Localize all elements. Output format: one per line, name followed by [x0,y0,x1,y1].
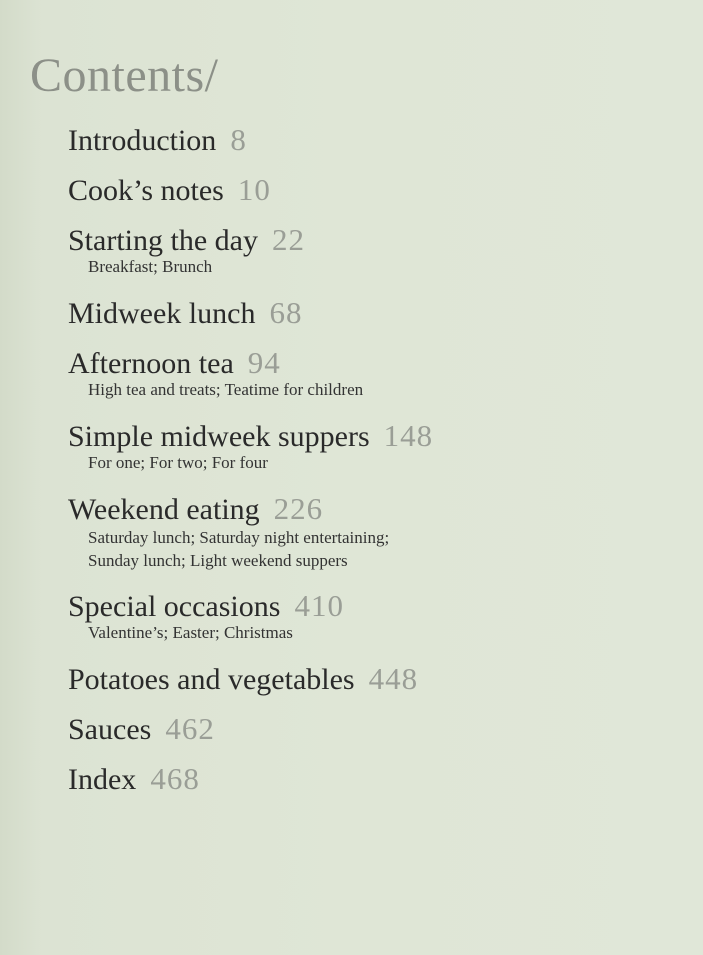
toc-heading-text: Simple midweek suppers [68,420,370,453]
toc-page-number: 226 [273,491,324,526]
toc-heading-text: Afternoon tea [68,347,234,380]
toc-entry-weekend-eating[interactable] [68,491,389,572]
toc-entry-afternoon-tea[interactable] [68,345,363,401]
toc-page-number: 68 [269,295,303,330]
toc-entry-special-occasions[interactable] [68,588,344,644]
toc-subheading: High tea and treats; Teatime for children [88,380,364,399]
toc-heading [68,172,271,209]
toc-page-number: 94 [247,345,281,380]
toc-heading [68,661,418,698]
toc-heading [68,418,433,455]
toc-heading-text: Introduction [68,124,217,157]
toc-page-number: 448 [368,661,419,696]
toc-entry-potatoes-and-vegetables[interactable] [68,661,418,698]
toc-heading [68,295,302,332]
toc-heading-text: Cook’s notes [68,174,224,207]
toc-page-number: 468 [150,761,200,796]
toc-heading-text: Weekend eating [68,493,260,526]
toc-subheading: Breakfast; Brunch [88,257,213,276]
toc-subheading: Sunday lunch; Light weekend suppers [88,551,348,570]
page-title: Contents/ [30,49,219,102]
toc-page-number: 410 [294,588,344,623]
toc-entry-index[interactable] [68,761,200,798]
toc-entry-cooks-notes[interactable] [68,172,271,209]
toc-subheading: For one; For two; For four [88,453,268,472]
toc-page-number: 22 [271,222,305,257]
toc-heading [68,345,363,382]
toc-heading [68,222,305,259]
toc-heading-text: Special occasions [68,590,281,623]
toc-page-number: 10 [237,172,271,207]
toc-entry-starting-the-day[interactable] [68,222,305,278]
toc-entry-introduction[interactable] [68,122,247,159]
toc-heading [68,711,215,748]
toc-subheading: Valentine’s; Easter; Christmas [88,623,293,642]
toc-heading-text: Sauces [68,713,152,746]
toc-page-number: 148 [383,418,434,453]
toc-entry-midweek-lunch[interactable] [68,295,302,332]
toc-entry-sauces[interactable] [68,711,215,748]
toc-page-number: 8 [230,122,247,157]
toc-heading-text: Starting the day [68,224,258,257]
toc-heading-text: Index [68,763,137,796]
toc-page-number: 462 [165,711,215,746]
toc-heading-text: Midweek lunch [68,297,256,330]
toc-heading [68,491,389,528]
toc-subheading: Saturday lunch; Saturday night entertaining; [88,528,390,547]
toc-heading [68,122,247,159]
toc-entry-simple-midweek-suppers[interactable] [68,418,433,474]
toc-heading-text: Potatoes and vegetables [68,663,355,696]
toc-heading [68,588,344,625]
toc-heading [68,761,200,798]
